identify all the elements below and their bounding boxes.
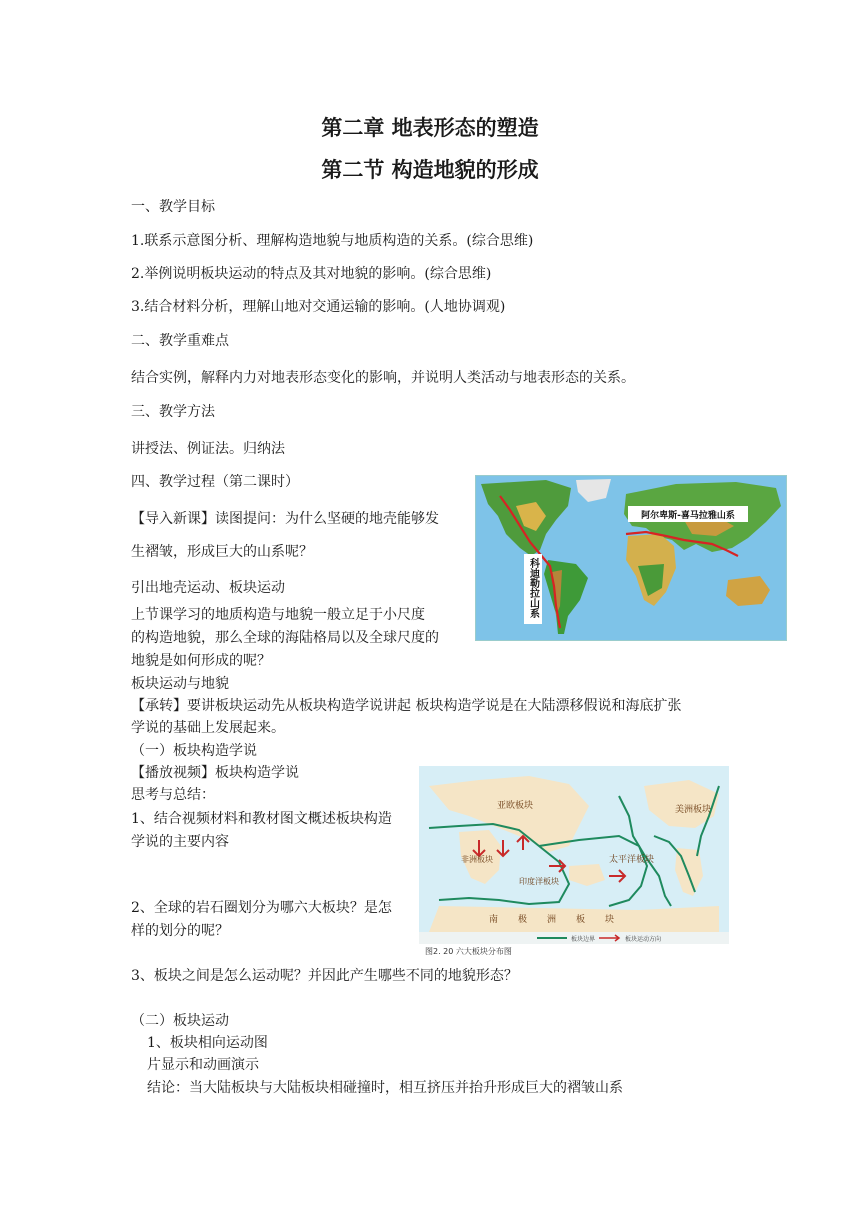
question-3: 3、板块之间是怎么运动呢？并因此产生哪些不同的地貌形态？ — [131, 968, 518, 984]
para-1c: 地貌是如何形成的呢？ — [131, 653, 271, 669]
methods-text: 讲授法、例证法。归纳法 — [131, 441, 285, 457]
objective-2: 2.举例说明板块运动的特点及其对地貌的影响。(综合思维) — [131, 266, 492, 282]
label-cordillera: 科迪勒拉山系 — [527, 558, 539, 618]
para-1b: 的构造地貌，那么全球的海陆格局以及全球尺度的 — [131, 630, 439, 646]
heading-objectives: 一、教学目标 — [131, 199, 215, 215]
think-line: 思考与总结： — [131, 787, 215, 803]
chapter-title: 第二章 地表形态的塑造 — [321, 116, 539, 140]
transition-line-2: 学说的基础上发展起来。 — [131, 720, 285, 736]
six-plates-map — [419, 766, 729, 956]
intro-line-1: 【导入新课】读图提问：为什么坚硬的地壳能够发 — [131, 511, 439, 527]
objective-3: 3.结合材料分析，理解山地对交通运输的影响。(人地协调观) — [131, 299, 506, 315]
intro-line-2: 生褶皱，形成巨大的山系呢？ — [131, 544, 313, 560]
lead-text: 引出地壳运动、板块运动 — [131, 580, 285, 596]
legend-boundary: 板块边界 — [571, 936, 596, 943]
video-line: 【播放视频】板块构造学说 — [131, 765, 299, 781]
label-alps-himalaya: 阿尔卑斯-喜马拉雅山系 — [641, 511, 735, 521]
subsection-2: （二）板块运动 — [131, 1013, 229, 1029]
label-eurasian-plate: 亚欧板块 — [497, 801, 534, 811]
para-1a: 上节课学习的地质构造与地貌一般立足于小尺度 — [131, 607, 425, 623]
heading-methods: 三、教学方法 — [131, 404, 215, 420]
label-indian-plate: 印度洋板块 — [519, 877, 559, 886]
label-pacific-plate: 太平洋板块 — [609, 855, 655, 865]
heading-key-points: 二、教学重难点 — [131, 333, 229, 349]
motion-conclusion: 结论：当大陆板块与大陆板块相碰撞时，相互挤压并抬升形成巨大的褶皱山系 — [147, 1080, 623, 1096]
motion-line-2: 片显示和动画演示 — [147, 1057, 259, 1073]
label-african-plate: 非洲板块 — [461, 855, 493, 864]
key-points-text: 结合实例，解释内力对地表形态变化的影响，并说明人类活动与地表形态的关系。 — [131, 370, 635, 386]
para-2: 板块运动与地貌 — [131, 676, 229, 692]
question-1a: 1、结合视频材料和教材图文概述板块构造 — [131, 811, 392, 827]
question-2a: 2、全球的岩石圈划分为哪六大板块？是怎 — [131, 900, 392, 916]
question-1b: 学说的主要内容 — [131, 834, 229, 850]
section-title: 第二节 构造地貌的形成 — [321, 158, 539, 182]
heading-process: 四、教学过程（第二课时） — [131, 474, 299, 490]
label-antarctic-plate: 南极洲板块 — [489, 915, 635, 925]
question-2b: 样的划分的呢？ — [131, 923, 229, 939]
label-american-plate: 美洲板块 — [675, 805, 712, 815]
world-mountains-map — [475, 475, 787, 641]
subsection-1: （一）板块构造学说 — [131, 743, 257, 759]
transition-line-1: 【承转】要讲板块运动先从板块构造学说讲起 板块构造学说是在大陆漂移假说和海底扩张 — [131, 698, 682, 714]
motion-line-1: 1、板块相向运动图 — [147, 1035, 268, 1051]
objective-1: 1.联系示意图分析、理解构造地貌与地质构造的关系。(综合思维) — [131, 233, 534, 249]
legend-movement: 板块运动方向 — [625, 936, 662, 943]
map-caption: 图2. 20 六大板块分布图 — [425, 947, 512, 956]
